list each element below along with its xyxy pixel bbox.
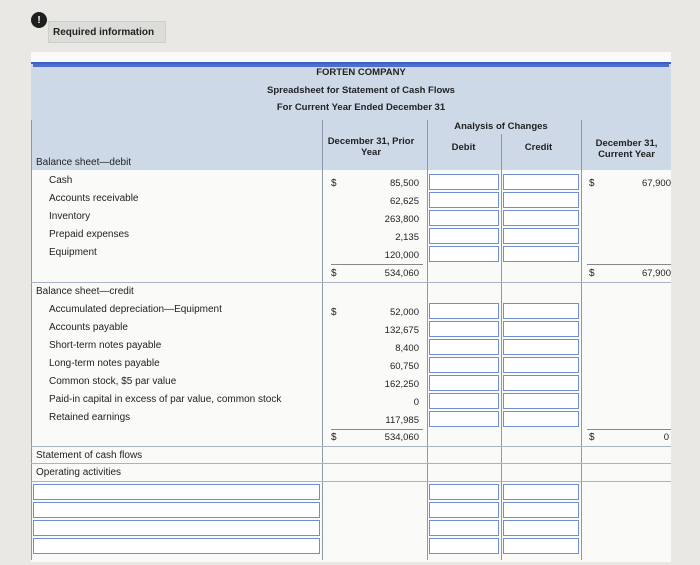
ltn-credit-input[interactable] (503, 357, 579, 373)
row-label-inventory: Inventory (49, 211, 91, 222)
row-label-cash: Cash (49, 175, 73, 186)
accum-dep-credit-input[interactable] (503, 303, 579, 319)
prepaid-credit-input[interactable] (503, 228, 579, 244)
current-credit-total: 0 (663, 432, 669, 443)
row-label-common-stock: Common stock, $5 par value (49, 376, 177, 387)
ap-credit-input[interactable] (503, 321, 579, 337)
row-label-prepaid-expenses: Prepaid expenses (49, 229, 130, 240)
info-icon: ! (31, 12, 47, 28)
row-label-paid-in-capital: Paid-in capital in excess of par value, common stock (49, 394, 282, 405)
ap-debit-input[interactable] (429, 321, 499, 337)
row-label-accounts-payable: Accounts payable (49, 322, 128, 333)
dollar-sign: $ (589, 178, 595, 189)
prior-accounts-receivable-value: 62,625 (389, 196, 419, 207)
analysis-of-changes-header: Analysis of Changes (454, 121, 548, 132)
ar-credit-input[interactable] (503, 192, 579, 208)
prior-year-column-header: December 31, Prior Year (327, 136, 415, 158)
row-label-equipment: Equipment (49, 247, 97, 258)
pic-debit-input[interactable] (429, 393, 499, 409)
prior-accum-dep-value: 52,000 (389, 307, 419, 318)
dollar-sign: $ (331, 268, 337, 279)
operating-activities-heading: Operating activities (36, 467, 122, 478)
dollar-sign: $ (589, 268, 595, 279)
cash-credit-input[interactable] (503, 174, 579, 190)
required-information-tab[interactable]: Required information (48, 21, 166, 43)
current-year-column-header: December 31, Current Year (595, 138, 658, 160)
operating-item-3-debit-input[interactable] (429, 520, 499, 536)
cs-credit-input[interactable] (503, 375, 579, 391)
prior-long-term-notes-value: 60,750 (389, 361, 419, 372)
ar-debit-input[interactable] (429, 192, 499, 208)
stn-credit-input[interactable] (503, 339, 579, 355)
ltn-debit-input[interactable] (429, 357, 499, 373)
company-name: FORTEN COMPANY (316, 67, 406, 78)
row-label-retained-earnings: Retained earnings (49, 412, 131, 423)
spreadsheet-header (31, 62, 671, 170)
stn-debit-input[interactable] (429, 339, 499, 355)
balance-sheet-credit-heading: Balance sheet—credit (36, 286, 134, 297)
prior-prepaid-expenses-value: 2,135 (395, 232, 419, 243)
row-label-short-term-notes: Short-term notes payable (49, 340, 162, 351)
inventory-debit-input[interactable] (429, 210, 499, 226)
prepaid-debit-input[interactable] (429, 228, 499, 244)
re-credit-input[interactable] (503, 411, 579, 427)
accum-dep-debit-input[interactable] (429, 303, 499, 319)
prior-debit-total: 534,060 (384, 268, 419, 279)
operating-item-3-input[interactable] (33, 520, 320, 536)
dollar-sign: $ (331, 178, 337, 189)
dollar-sign: $ (331, 307, 337, 318)
equipment-debit-input[interactable] (429, 246, 499, 262)
equipment-credit-input[interactable] (503, 246, 579, 262)
operating-item-4-input[interactable] (33, 538, 320, 554)
prior-equipment-value: 120,000 (384, 250, 419, 261)
cs-debit-input[interactable] (429, 375, 499, 391)
operating-item-4-debit-input[interactable] (429, 538, 499, 554)
pic-credit-input[interactable] (503, 393, 579, 409)
row-label-accumulated-depreciation: Accumulated depreciation—Equipment (49, 304, 222, 315)
prior-cash-value: 85,500 (389, 178, 419, 189)
operating-item-2-input[interactable] (33, 502, 320, 518)
inventory-credit-input[interactable] (503, 210, 579, 226)
spreadsheet-subtitle: Spreadsheet for Statement of Cash Flows (267, 85, 455, 96)
prior-inventory-value: 263,800 (384, 214, 419, 225)
debit-column-header: Debit (451, 142, 476, 153)
operating-item-3-credit-input[interactable] (503, 520, 579, 536)
prior-accounts-payable-value: 132,675 (384, 325, 419, 336)
prior-credit-total: 534,060 (384, 432, 419, 443)
prior-short-term-notes-value: 8,400 (395, 343, 419, 354)
prior-paid-in-capital-value: 0 (413, 397, 419, 408)
dollar-sign: $ (589, 432, 595, 443)
balance-sheet-debit-heading: Balance sheet—debit (36, 157, 132, 168)
operating-item-2-debit-input[interactable] (429, 502, 499, 518)
period-title: For Current Year Ended December 31 (276, 102, 446, 113)
statement-of-cash-flows-heading: Statement of cash flows (36, 450, 143, 461)
row-label-long-term-notes: Long-term notes payable (49, 358, 160, 369)
operating-item-4-credit-input[interactable] (503, 538, 579, 554)
re-debit-input[interactable] (429, 411, 499, 427)
prior-common-stock-value: 162,250 (384, 379, 419, 390)
operating-item-2-credit-input[interactable] (503, 502, 579, 518)
operating-item-1-input[interactable] (33, 484, 320, 500)
credit-column-header: Credit (524, 142, 553, 153)
operating-item-1-debit-input[interactable] (429, 484, 499, 500)
row-label-accounts-receivable: Accounts receivable (49, 193, 139, 204)
prior-retained-earnings-value: 117,985 (385, 415, 419, 426)
current-cash-value: 67,900 (641, 178, 671, 189)
cash-flow-spreadsheet (31, 52, 671, 562)
dollar-sign: $ (331, 432, 337, 443)
current-debit-total: 67,900 (641, 268, 671, 279)
operating-item-1-credit-input[interactable] (503, 484, 579, 500)
cash-debit-input[interactable] (429, 174, 499, 190)
